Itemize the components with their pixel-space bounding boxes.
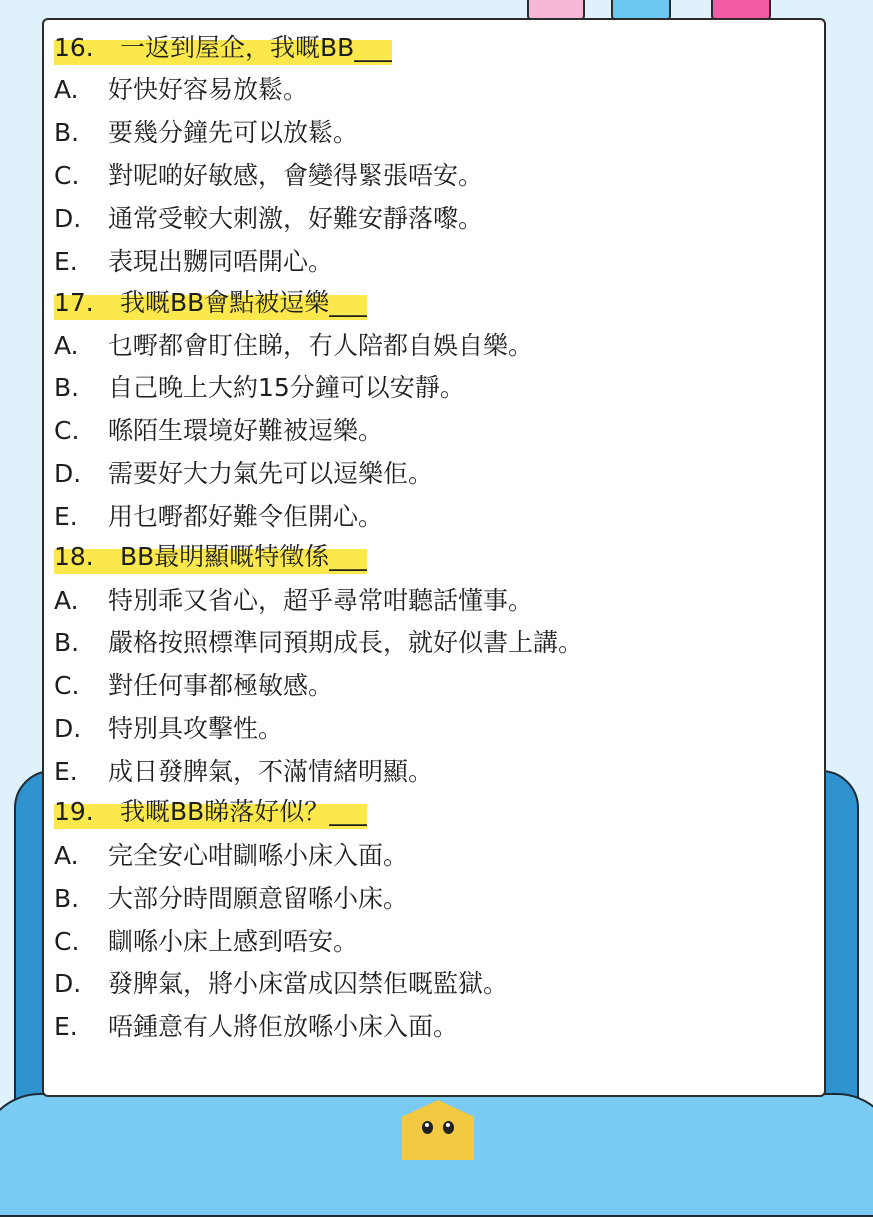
option-18-b — [54, 623, 583, 663]
option-18-e — [54, 752, 433, 792]
option-text: 嚴格按照標準同預期成長，就好似書上講。 — [108, 628, 584, 657]
decor-tab-magenta — [711, 0, 771, 20]
option-18-c — [54, 666, 333, 706]
question-16-heading — [54, 28, 392, 68]
option-text: 大部分時間願意留喺小床。 — [108, 884, 409, 913]
option-letter: E. — [54, 1012, 78, 1041]
decor-tab-blue — [611, 0, 671, 20]
option-16-e — [54, 242, 333, 282]
mascot-eye-left — [422, 1121, 433, 1134]
option-letter: C. — [54, 671, 80, 700]
question-17-heading — [54, 283, 367, 323]
option-letter: E. — [54, 757, 78, 786]
question-text: 我嘅BB睇落好似？___ — [120, 797, 367, 826]
option-18-d — [54, 709, 283, 749]
option-text: 特別乖又省心，超乎尋常咁聽話懂事。 — [108, 586, 534, 615]
option-letter: A. — [54, 75, 79, 104]
option-letter: D. — [54, 969, 82, 998]
option-text: 特別具攻擊性。 — [108, 714, 284, 743]
option-text: 對任何事都極敏感。 — [108, 671, 334, 700]
option-text: 完全安心咁瞓喺小床入面。 — [108, 841, 409, 870]
option-16-b — [54, 113, 358, 153]
option-19-b — [54, 879, 408, 919]
option-text: 瞓喺小床上感到唔安。 — [108, 927, 359, 956]
option-text: 唔鍾意有人將佢放喺小床入面。 — [108, 1012, 459, 1041]
option-text: 喺陌生環境好難被逗樂。 — [108, 416, 384, 445]
option-text: 表現出嬲同唔開心。 — [108, 247, 334, 276]
option-text: 用乜嘢都好難令佢開心。 — [108, 502, 384, 531]
option-letter: D. — [54, 459, 82, 488]
option-text: 需要好大力氣先可以逗樂佢。 — [108, 459, 434, 488]
question-19-heading — [54, 792, 367, 832]
option-17-d — [54, 454, 433, 494]
option-text: 發脾氣，將小床當成囚禁佢嘅監獄。 — [108, 969, 509, 998]
option-19-e — [54, 1007, 458, 1047]
option-letter: A. — [54, 331, 79, 360]
option-text: 成日發脾氣，不滿情緒明顯。 — [108, 757, 434, 786]
option-text: 通常受較大刺激，好難安靜落嚟。 — [108, 204, 484, 233]
option-text: 乜嘢都會盯住睇，冇人陪都自娛自樂。 — [108, 331, 534, 360]
question-18-heading — [54, 537, 367, 577]
question-number: 18. — [54, 542, 94, 571]
option-19-a — [54, 836, 408, 876]
questionnaire-sheet — [42, 18, 826, 1097]
option-letter: C. — [54, 416, 80, 445]
option-letter: E. — [54, 247, 78, 276]
mascot-eye-right — [443, 1121, 454, 1134]
option-17-e — [54, 497, 383, 537]
option-text: 對呢啲好敏感，會變得緊張唔安。 — [108, 161, 484, 190]
option-letter: B. — [54, 373, 80, 402]
question-number: 17. — [54, 288, 94, 317]
option-19-d — [54, 964, 508, 1004]
option-letter: B. — [54, 118, 80, 147]
option-text: 自己晚上大約15分鐘可以安靜。 — [108, 373, 465, 402]
option-16-d — [54, 199, 483, 239]
option-16-c — [54, 156, 483, 196]
question-number: 16. — [54, 33, 94, 62]
option-17-a — [54, 326, 533, 366]
question-text: 我嘅BB會點被逗樂___ — [120, 288, 367, 317]
option-letter: C. — [54, 161, 80, 190]
option-letter: B. — [54, 884, 80, 913]
option-letter: C. — [54, 927, 80, 956]
option-text: 好快好容易放鬆。 — [108, 75, 309, 104]
option-16-a — [54, 70, 308, 110]
option-letter: B. — [54, 628, 80, 657]
option-18-a — [54, 581, 533, 621]
option-letter: D. — [54, 204, 82, 233]
question-text: BB最明顯嘅特徵係___ — [120, 542, 367, 571]
option-19-c — [54, 922, 358, 962]
option-letter: E. — [54, 502, 78, 531]
question-text: 一返到屋企，我嘅BB___ — [120, 33, 392, 62]
option-letter: A. — [54, 841, 79, 870]
option-letter: D. — [54, 714, 82, 743]
option-letter: A. — [54, 586, 79, 615]
option-text: 要幾分鐘先可以放鬆。 — [108, 118, 359, 147]
option-17-c — [54, 411, 383, 451]
question-number: 19. — [54, 797, 94, 826]
decor-tab-pink — [527, 0, 585, 20]
option-17-b — [54, 368, 465, 408]
